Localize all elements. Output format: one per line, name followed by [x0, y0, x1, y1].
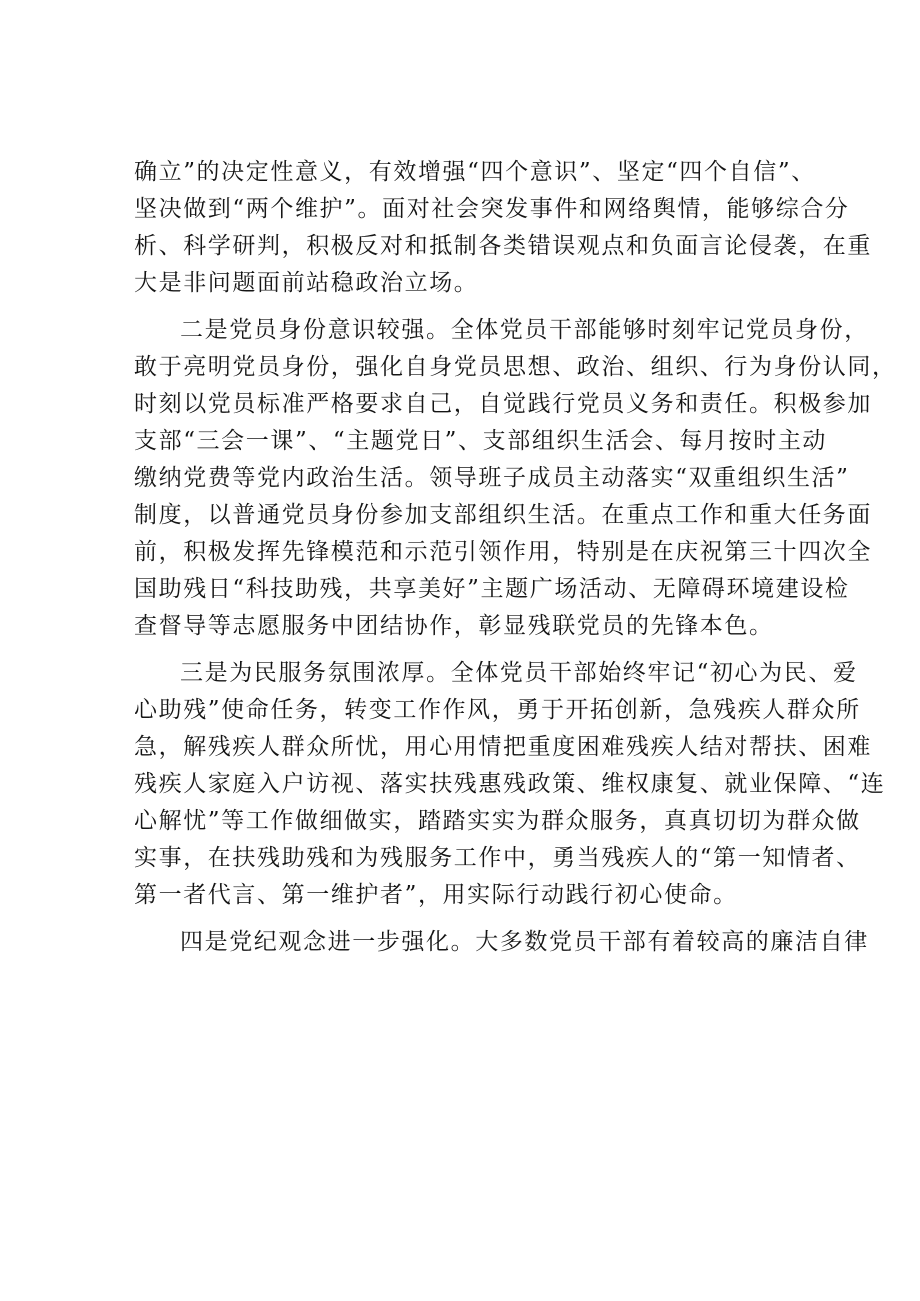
text-line: 心解忧”等工作做细做实，踏踏实实为群众服务，真真切切为群众做 [134, 808, 861, 834]
text-line: 国助残日“科技助残，共享美好”主题广场活动、无障碍环境建设检 [134, 576, 850, 602]
text-line: 急，解残疾人群众所忧，用心用情把重度困难残疾人结对帮扶、困难 [134, 734, 872, 760]
text-line: 心助残”使命任务，转变工作作风，勇于开拓创新，急残疾人群众所 [134, 697, 861, 723]
text-line: 查督导等志愿服务中团结协作，彰显残联党员的先锋本色。 [134, 613, 774, 639]
text-line: 坚决做到“两个维护”。面对社会突发事件和网络舆情，能够综合分 [134, 196, 850, 222]
text-line: 支部“三会一课”、“主题党日”、支部组织生活会、每月按时主动 [134, 428, 828, 454]
text-line: 前，积极发挥先锋模范和示范引领作用，特别是在庆祝第三十四次全 [134, 539, 872, 565]
paragraph-2-party-identity [134, 312, 897, 645]
text-line: 制度，以普通党员身份参加支部组织生活。在重点工作和重大任务面 [134, 502, 872, 528]
text-line: 三是为民服务氛围浓厚。全体党员干部始终牢记“初心为民、爱 [180, 660, 858, 686]
text-line: 大是非问题面前站稳政治立场。 [134, 270, 479, 296]
paragraph-1-continued [134, 154, 872, 302]
text-line: 析、科学研判，积极反对和抵制各类错误观点和负面言论侵袭，在重 [134, 233, 872, 259]
text-line: 时刻以党员标准严格要求自己，自觉践行党员义务和责任。积极参加 [134, 391, 872, 417]
paragraph-3-service [134, 655, 886, 914]
paragraph-4-discipline [134, 924, 869, 961]
text-line: 敢于亮明党员身份，强化自身党员思想、政治、组织、行为身份认同， [134, 354, 897, 380]
text-line: 残疾人家庭入户访视、落实扶残惠残政策、维权康复、就业保障、“连 [134, 771, 886, 797]
text-line: 实事，在扶残助残和为残服务工作中，勇当残疾人的“第一知情者、 [134, 845, 861, 871]
text-line: 四是党纪观念进一步强化。大多数党员干部有着较高的廉洁自律 [180, 929, 869, 955]
document-body [134, 154, 897, 971]
text-line: 第一者代言、第一维护者”，用实际行动践行初心使命。 [134, 882, 738, 908]
text-line: 缴纳党费等党内政治生活。领导班子成员主动落实“双重组织生活” [134, 465, 850, 491]
text-line: 确立”的决定性意义，有效增强“四个意识”、坚定“四个自信”、 [134, 159, 816, 185]
text-line: 二是党员身份意识较强。全体党员干部能够时刻牢记党员身份， [180, 317, 869, 343]
